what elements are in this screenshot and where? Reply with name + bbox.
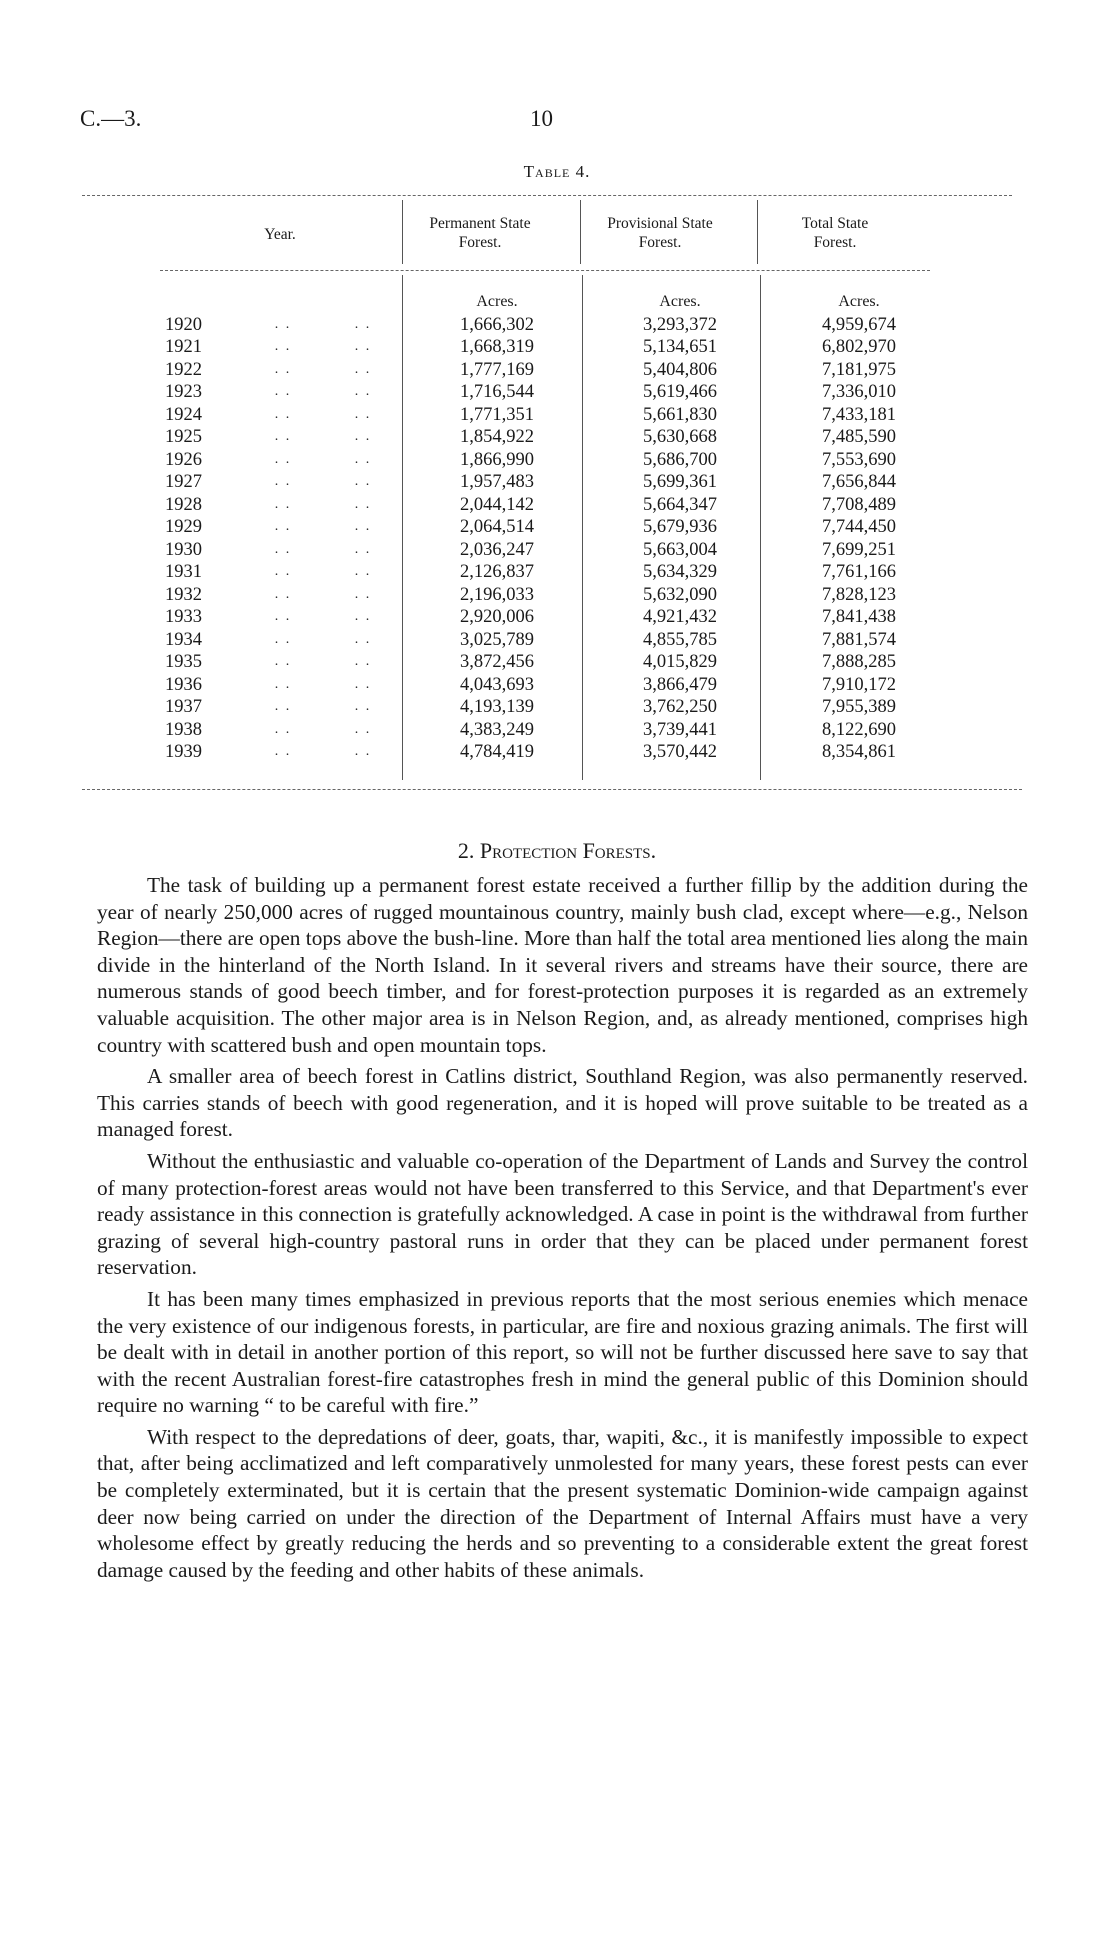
total-cell: 7,656,844 bbox=[822, 472, 896, 492]
permanent-cell: 1,668,319 bbox=[460, 337, 534, 357]
permanent-cell: 4,784,419 bbox=[460, 742, 534, 762]
total-cell: 7,761,166 bbox=[822, 562, 896, 582]
total-cell: 7,955,389 bbox=[822, 697, 896, 717]
leader-dots: . . bbox=[274, 519, 292, 534]
leader-dots: . . bbox=[354, 339, 372, 354]
year-cell: 1925 bbox=[165, 427, 202, 447]
leader-dots: . . bbox=[274, 541, 292, 557]
document-reference: C.—3. bbox=[80, 106, 142, 131]
leader-dots: . . bbox=[274, 384, 292, 399]
leader-dots: . . bbox=[274, 744, 292, 759]
permanent-cell: 1,716,544 bbox=[460, 382, 534, 402]
column-header-total: Total State Forest. bbox=[801, 215, 869, 251]
leader-dots: . . bbox=[274, 654, 292, 669]
total-cell: 7,841,438 bbox=[822, 607, 896, 627]
provisional-cell: 5,630,668 bbox=[643, 427, 717, 447]
total-cell: 4,959,674 bbox=[822, 314, 896, 335]
leader-dots: . . bbox=[354, 654, 372, 669]
provisional-cell: 5,661,830 bbox=[643, 404, 717, 425]
table-header-rule bbox=[160, 270, 930, 271]
table-row bbox=[165, 494, 949, 517]
page-number: 10 bbox=[530, 106, 553, 131]
year-cell: 1938 bbox=[165, 719, 202, 740]
section-heading bbox=[0, 838, 1114, 864]
total-cell: 7,744,450 bbox=[822, 517, 896, 537]
year-cell: 1928 bbox=[165, 494, 202, 515]
leader-dots: . . bbox=[354, 429, 372, 444]
leader-dots: . . bbox=[354, 676, 372, 692]
permanent-cell: 2,044,142 bbox=[460, 494, 534, 515]
year-cell: 1936 bbox=[165, 674, 202, 695]
section-number: 2. bbox=[457, 838, 475, 863]
year-cell: 1924 bbox=[165, 404, 202, 425]
section-title: Protection Forests. bbox=[479, 838, 657, 863]
provisional-cell: 3,293,372 bbox=[643, 314, 717, 335]
table-row bbox=[165, 426, 949, 449]
leader-dots: . . bbox=[354, 406, 372, 422]
permanent-cell: 1,666,302 bbox=[460, 314, 534, 335]
total-cell: 7,433,181 bbox=[822, 404, 896, 425]
table-caption: Table 4. bbox=[523, 162, 591, 181]
total-cell: 8,122,690 bbox=[822, 719, 896, 740]
leader-dots: . . bbox=[274, 339, 292, 354]
column-header-permanent: Permanent State Forest. bbox=[429, 215, 531, 251]
leader-dots: . . bbox=[274, 361, 292, 377]
table-row bbox=[165, 674, 949, 697]
provisional-cell: 5,686,700 bbox=[643, 449, 717, 470]
leader-dots: . . bbox=[274, 451, 292, 467]
provisional-cell: 3,866,479 bbox=[643, 674, 717, 695]
year-cell: 1939 bbox=[165, 742, 202, 762]
table-row bbox=[165, 404, 949, 427]
year-cell: 1931 bbox=[165, 562, 202, 582]
permanent-cell: 1,866,990 bbox=[460, 449, 534, 470]
leader-dots: . . bbox=[274, 474, 292, 489]
leader-dots: . . bbox=[274, 429, 292, 444]
leader-dots: . . bbox=[354, 609, 372, 624]
leader-dots: . . bbox=[354, 586, 372, 602]
year-cell: 1923 bbox=[165, 382, 202, 402]
column-divider bbox=[402, 200, 403, 264]
provisional-cell: 5,619,466 bbox=[643, 382, 717, 402]
leader-dots: . . bbox=[274, 564, 292, 579]
paragraph: The task of building up a permanent forest estate received a further fillip by the addition during the year of nearly 250,000 acres of rugged mountainous country, mainly bush clad, except where—e.g., Nelson Region—there are open tops above the bush-line. More than half the total area mentioned lies along the main divide in the hinterland of the North Island. In it several rivers and streams have their source, there are numerous stands of good beech timber, and for forest-protection purposes it is regarded as an extremely valuable acquisition. The other major area is in Nelson Region, and, as already mentioned, comprises high country with scattered bush and open mountain tops. bbox=[97, 873, 1028, 1057]
total-cell: 8,354,861 bbox=[822, 742, 896, 762]
permanent-cell: 3,025,789 bbox=[460, 629, 534, 650]
total-cell: 7,485,590 bbox=[822, 427, 896, 447]
total-cell: 6,802,970 bbox=[822, 337, 896, 357]
permanent-cell: 1,957,483 bbox=[460, 472, 534, 492]
leader-dots: . . bbox=[274, 316, 292, 332]
column-divider bbox=[757, 200, 758, 264]
paragraph: With respect to the depredations of deer, goats, thar, wapiti, &c., it is manifestly impossible to expect that, after being acclimatized and left comparatively unmolested for many years, these forest pests can ever be completely exterminated, but it is certain that the present systematic Dominion-wide campaign against deer now being carried on under the direction of the Department of Internal Affairs must have a very wholesome effect by greatly reducing the herds and so preventing to a considerable extent the great forest damage caused by the feeding and other habits of these animals. bbox=[97, 1424, 1028, 1582]
year-cell: 1935 bbox=[165, 652, 202, 672]
unit-label: Acres. bbox=[838, 293, 880, 310]
permanent-cell: 1,777,169 bbox=[460, 359, 534, 380]
body-text bbox=[97, 872, 1028, 1588]
permanent-cell: 1,771,351 bbox=[460, 404, 534, 425]
table-row bbox=[165, 314, 949, 337]
leader-dots: . . bbox=[354, 316, 372, 332]
total-cell: 7,181,975 bbox=[822, 359, 896, 380]
provisional-cell: 5,679,936 bbox=[643, 517, 717, 537]
permanent-cell: 2,036,247 bbox=[460, 539, 534, 560]
total-cell: 7,910,172 bbox=[822, 674, 896, 695]
permanent-cell: 2,064,514 bbox=[460, 517, 534, 537]
leader-dots: . . bbox=[274, 699, 292, 714]
year-cell: 1933 bbox=[165, 607, 202, 627]
provisional-cell: 5,632,090 bbox=[643, 584, 717, 605]
leader-dots: . . bbox=[274, 586, 292, 602]
table-row bbox=[165, 539, 949, 562]
leader-dots: . . bbox=[274, 496, 292, 512]
leader-dots: . . bbox=[354, 519, 372, 534]
year-cell: 1926 bbox=[165, 449, 202, 470]
column-header-year: Year. bbox=[264, 226, 296, 243]
table-row bbox=[165, 606, 949, 629]
leader-dots: . . bbox=[354, 361, 372, 377]
leader-dots: . . bbox=[354, 699, 372, 714]
table-row bbox=[165, 629, 949, 652]
total-cell: 7,888,285 bbox=[822, 652, 896, 672]
table-row bbox=[165, 651, 949, 674]
leader-dots: . . bbox=[354, 474, 372, 489]
leader-dots: . . bbox=[354, 564, 372, 579]
leader-dots: . . bbox=[354, 721, 372, 737]
provisional-cell: 5,663,004 bbox=[643, 539, 717, 560]
permanent-cell: 2,126,837 bbox=[460, 562, 534, 582]
leader-dots: . . bbox=[354, 451, 372, 467]
unit-label: Acres. bbox=[476, 293, 518, 310]
leader-dots: . . bbox=[354, 496, 372, 512]
paragraph: A smaller area of beech forest in Catlins district, Southland Region, was also permanently reserved. This carries stands of beech with good regeneration, and it is hoped will prove suitable to be treated as a managed forest. bbox=[97, 1064, 1028, 1142]
year-cell: 1930 bbox=[165, 539, 202, 560]
year-cell: 1920 bbox=[165, 314, 202, 335]
provisional-cell: 5,634,329 bbox=[643, 562, 717, 582]
year-cell: 1932 bbox=[165, 584, 202, 605]
provisional-cell: 5,664,347 bbox=[643, 494, 717, 515]
table-row bbox=[165, 449, 949, 472]
units-row bbox=[165, 291, 949, 314]
table-row bbox=[165, 516, 949, 539]
total-cell: 7,699,251 bbox=[822, 539, 896, 560]
table-row bbox=[165, 696, 949, 719]
year-cell: 1937 bbox=[165, 697, 202, 717]
unit-label: Acres. bbox=[659, 293, 701, 310]
total-cell: 7,828,123 bbox=[822, 584, 896, 605]
provisional-cell: 4,015,829 bbox=[643, 652, 717, 672]
table-row bbox=[165, 561, 949, 584]
table-row bbox=[165, 719, 949, 742]
provisional-cell: 3,739,441 bbox=[643, 719, 717, 740]
state-forest-table bbox=[165, 291, 949, 764]
leader-dots: . . bbox=[274, 609, 292, 624]
permanent-cell: 2,920,006 bbox=[460, 607, 534, 627]
year-cell: 1929 bbox=[165, 517, 202, 537]
table-top-rule bbox=[82, 195, 1012, 196]
provisional-cell: 5,699,361 bbox=[643, 472, 717, 492]
total-cell: 7,708,489 bbox=[822, 494, 896, 515]
table-row bbox=[165, 336, 949, 359]
total-cell: 7,881,574 bbox=[822, 629, 896, 650]
table-row bbox=[165, 741, 949, 764]
leader-dots: . . bbox=[274, 631, 292, 647]
table-row bbox=[165, 381, 949, 404]
year-cell: 1927 bbox=[165, 472, 202, 492]
permanent-cell: 2,196,033 bbox=[460, 584, 534, 605]
table-row bbox=[165, 584, 949, 607]
table-bottom-rule bbox=[82, 789, 1022, 790]
leader-dots: . . bbox=[354, 541, 372, 557]
year-cell: 1921 bbox=[165, 337, 202, 357]
permanent-cell: 4,043,693 bbox=[460, 674, 534, 695]
leader-dots: . . bbox=[354, 631, 372, 647]
permanent-cell: 4,383,249 bbox=[460, 719, 534, 740]
leader-dots: . . bbox=[274, 406, 292, 422]
provisional-cell: 5,404,806 bbox=[643, 359, 717, 380]
column-divider bbox=[580, 200, 581, 264]
table-row bbox=[165, 471, 949, 494]
leader-dots: . . bbox=[274, 721, 292, 737]
leader-dots: . . bbox=[354, 384, 372, 399]
leader-dots: . . bbox=[354, 744, 372, 759]
provisional-cell: 3,570,442 bbox=[643, 742, 717, 762]
total-cell: 7,553,690 bbox=[822, 449, 896, 470]
provisional-cell: 5,134,651 bbox=[643, 337, 717, 357]
year-cell: 1934 bbox=[165, 629, 202, 650]
year-cell: 1922 bbox=[165, 359, 202, 380]
provisional-cell: 4,855,785 bbox=[643, 629, 717, 650]
paragraph: It has been many times emphasized in previous reports that the most serious enemies which menace the very existence of our indigenous forests, in particular, are fire and noxious grazing animals. The first will be dealt with in detail in another portion of this report, so will not be further discussed here save to say that with the recent Australian forest-fire catastrophes fresh in mind the general public of this Dominion should require no warning “ to be careful with fire.” bbox=[97, 1286, 1028, 1418]
table-row bbox=[165, 359, 949, 382]
column-header-provisional: Provisional State Forest. bbox=[607, 215, 713, 251]
paragraph: Without the enthusiastic and valuable co-operation of the Department of Lands and Survey the control of many protection-forest areas would not have been transferred to this Service, and that Department's ever ready assistance in this connection is gratefully acknowledged. A case in point is the withdrawal from further grazing of several high-country pastoral runs in order that they can be placed under permanent forest reservation. bbox=[97, 1148, 1028, 1280]
provisional-cell: 4,921,432 bbox=[643, 607, 717, 627]
total-cell: 7,336,010 bbox=[822, 382, 896, 402]
permanent-cell: 4,193,139 bbox=[460, 697, 534, 717]
permanent-cell: 3,872,456 bbox=[460, 652, 534, 672]
leader-dots: . . bbox=[274, 676, 292, 692]
permanent-cell: 1,854,922 bbox=[460, 427, 534, 447]
provisional-cell: 3,762,250 bbox=[643, 697, 717, 717]
